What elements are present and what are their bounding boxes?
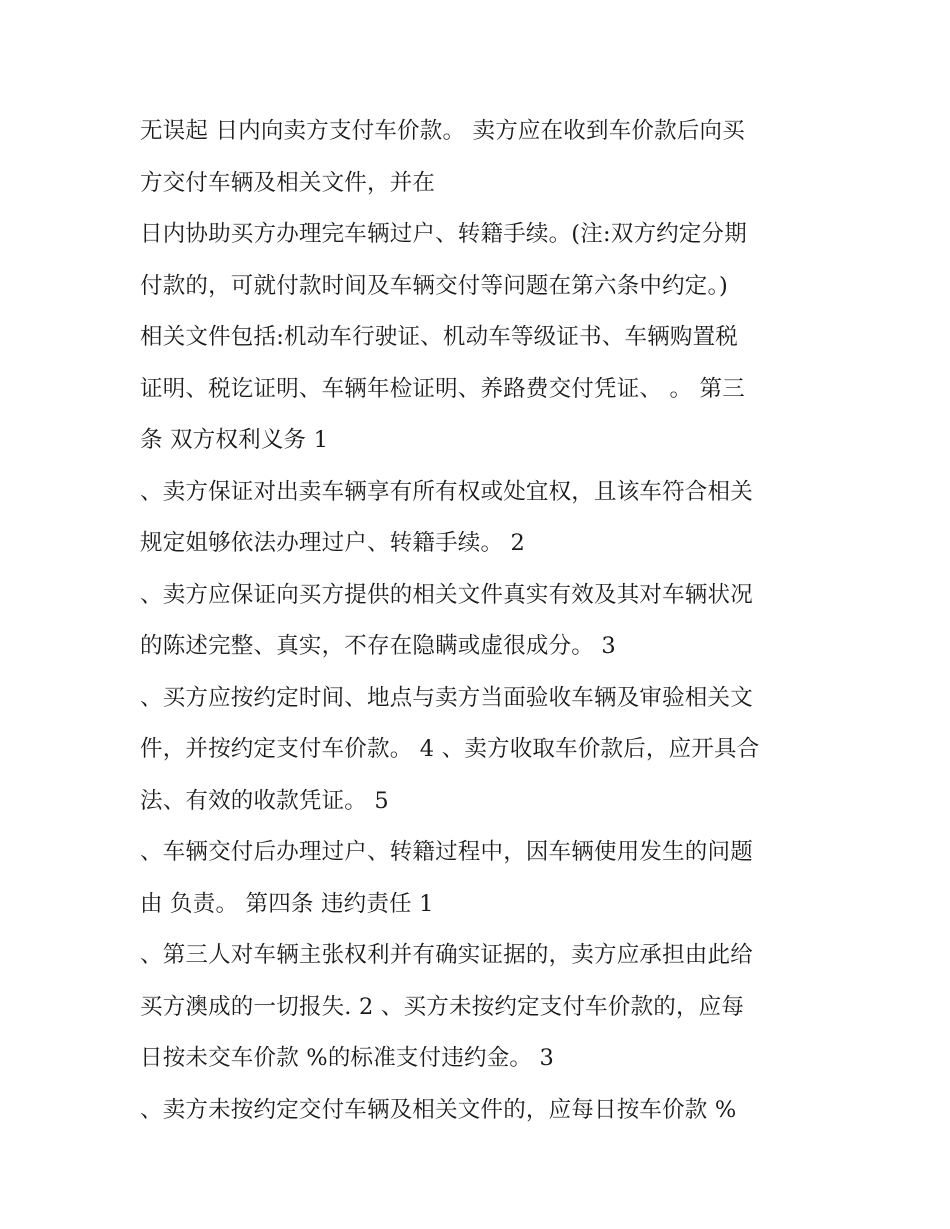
text-line: 、卖方保证对出卖车辆享有所有权或处宜权，且该车符合相关 xyxy=(140,478,753,505)
text-line: 日内协助买方办理完车辆过户、转籍手续。(注:双方约定分期 xyxy=(140,221,747,247)
text-line: 法、有效的收款凭证。 5 xyxy=(140,787,389,814)
text-line: 买方澳成的一切报失. 2 、买方未按约定支付车价款的，应每 xyxy=(140,993,745,1020)
text-line: 、车辆交付后办理过户、转籍过程中，因车辆使用发生的问题 xyxy=(140,839,753,865)
text-line: 的陈述完整、真实，不存在隐瞒或虚很成分。 3 xyxy=(140,633,616,659)
text-line: 付款的，可就付款时间及车辆交付等问题在第六条中约定。) xyxy=(140,272,728,299)
text-line: 由 负责。 第四条 违约责任 1 xyxy=(140,890,434,917)
text-line: 、买方应按约定时间、地点与卖方当面验收车辆及审验相关文 xyxy=(140,684,753,711)
text-line: 相关文件包括:机动车行驶证、机动车等级证书、车辆购置税 xyxy=(140,324,738,350)
text-line: 日按未交车价款 %的标准支付违约金。 3 xyxy=(140,1045,554,1071)
text-line: 条 双方权利义务 1 xyxy=(140,427,329,453)
text-line: 规定姐够依法办理过户、转籍手续。 2 xyxy=(140,530,526,556)
text-line: 、第三人对车辆主张权利并有确实证据的，卖方应承担由此给 xyxy=(140,942,753,968)
text-line: 件，并按约定支付车价款。 4 、卖方收取车价款后，应开具合 xyxy=(140,736,760,762)
text-line: 、卖方应保证向买方提供的相关文件真实有效及其对车辆状况 xyxy=(140,581,753,608)
text-line: 方交付车辆及相关文件，并在 xyxy=(140,169,436,196)
text-line: 证明、税讫证明、车辆年检证明、养路费交付凭证、 。 第三 xyxy=(140,375,745,402)
text-line: 、卖方未按约定交付车辆及相关文件的，应每日按车价款 % xyxy=(140,1096,737,1123)
contract-text xyxy=(140,106,820,1136)
text-line: 无误起 日内向卖方支付车价款。 卖方应在收到车价款后向买 xyxy=(140,118,745,144)
